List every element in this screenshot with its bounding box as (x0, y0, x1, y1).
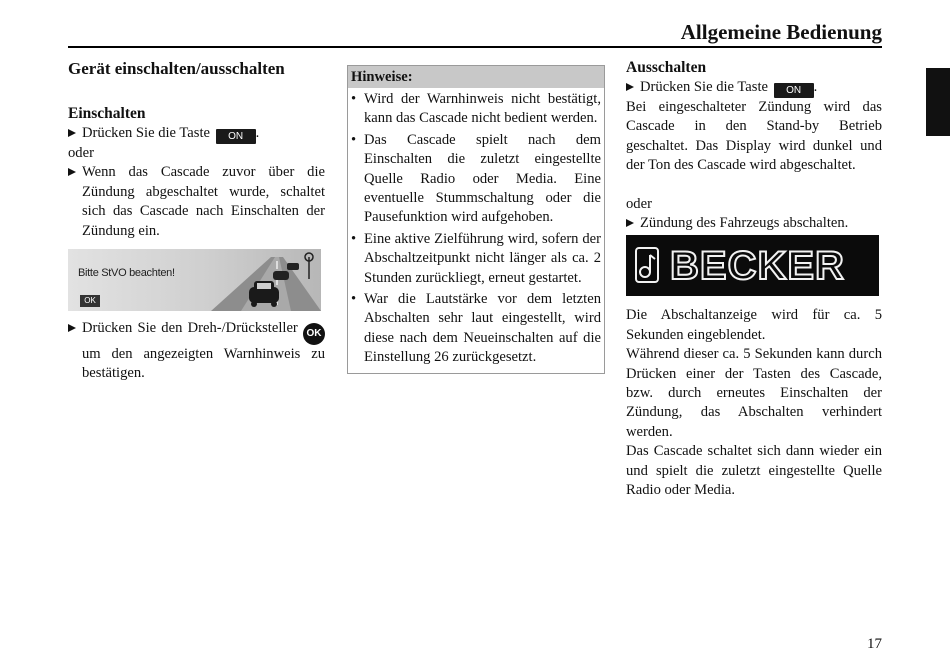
step-text: Zündung des Fahrzeugs abschalten. (640, 215, 849, 232)
subheading-switch-off: Ausschalten (626, 59, 707, 76)
hint-text: Eine aktive Zielführung wird, sofern der Abschaltzeitpunkt nicht länger als ca. 2 Stunden zurückliegt, erneut gestartet. (364, 230, 601, 286)
warning-message: Bitte StVO beachten! (78, 267, 175, 280)
hints-list (348, 88, 604, 373)
page-header (68, 18, 882, 48)
step-text: Wenn das Cascade zuvor über die Zündung abgeschaltet wurde, schaltet sich das Cascade nach Einschalten der Zündung ein. (82, 164, 325, 239)
bullet-icon: • (351, 131, 357, 148)
bullet-icon: • (351, 230, 357, 247)
hint-text: War die Lautstärke vor dem letzten Abschalten sehr laut eingestellt, wird diese nach dem Neueinschalten auf die Einstellung 26 zurückgesetzt. (364, 291, 601, 366)
cancel-shutdown-paragraph: Während dieser ca. 5 Sekunden kann durch Drücken einer der Tasten des Cascade, bzw. durch erneutes Einschalten der Zündung, das Abschalten verhindert werden. (626, 346, 882, 440)
step-text: Drücken Sie den Dreh-/Drücksteller (82, 320, 298, 337)
column-hints (347, 65, 605, 374)
hint-item (351, 131, 601, 228)
subheading-switch-on: Einschalten (68, 105, 146, 122)
step-press-on (68, 124, 325, 144)
hints-title: Hinweise: (348, 66, 604, 88)
bullet-icon: • (351, 91, 357, 107)
step-period: . (813, 79, 818, 95)
standby-paragraph: Bei eingeschalteter Zündung wird das Cascade in den Stand-by Betrieb geschaltet. Das Display wird dunkel und der Ton des Cascade wird abgeschaltet. (626, 99, 882, 174)
shutdown-display-paragraph: Die Abschaltanzeige wird für ca. 5 Sekunden eingeblendet. (626, 307, 882, 343)
step-ignition (68, 163, 325, 241)
column-switch-off (626, 58, 882, 501)
chapter-tab-marker (926, 68, 950, 136)
page-number: 17 (867, 636, 882, 652)
step-press-on-off (626, 78, 882, 98)
step-confirm-warning (68, 319, 325, 384)
on-key-icon: ON (216, 129, 256, 144)
becker-logo-text: BECKER (670, 244, 845, 289)
becker-logo-screen (626, 235, 879, 296)
or-label: oder (68, 145, 94, 161)
step-text: Drücken Sie die Taste (82, 125, 210, 141)
triangle-bullet-icon (626, 219, 634, 227)
step-ignition-off (626, 214, 882, 233)
hint-text: Wird der Warnhinweis nicht bestätigt, kann das Cascade nicht bedient werden. (364, 91, 601, 127)
warning-screen-image (68, 249, 321, 311)
ok-knob-icon: OK (303, 323, 325, 345)
music-note-icon (626, 235, 666, 296)
step-text: um den angezeigten Warnhinweis zu bestätigen. (82, 346, 325, 382)
hints-box (347, 65, 605, 374)
restart-paragraph: Das Cascade schaltet sich dann wieder ein und spielt die zuletzt eingestellte Quelle Radio oder Media. (626, 443, 882, 499)
triangle-bullet-icon (68, 168, 76, 176)
hint-item (351, 290, 601, 368)
on-key-icon: ON (774, 83, 814, 98)
page-title: Allgemeine Bedienung (680, 20, 882, 44)
hint-text: Das Cascade spielt nach dem Einschalten die zuletzt eingestellte Quelle Radio oder Media. Eine eventuelle Stummschaltung oder die Pausefunktion wird aufgehoben. (364, 131, 601, 226)
hint-item (351, 90, 601, 129)
triangle-bullet-icon (68, 129, 76, 137)
or-label: oder (626, 195, 652, 212)
bullet-icon: • (351, 291, 357, 308)
hint-item (351, 230, 601, 288)
screen-ok-label: OK (80, 295, 100, 307)
step-period: . (255, 125, 260, 141)
step-text: Drücken Sie die Taste (640, 79, 768, 95)
column-switch-on (68, 58, 325, 384)
section-heading: Gerät einschalten/ausschalten (68, 59, 285, 78)
triangle-bullet-icon (68, 324, 76, 332)
road-cars-icon (201, 249, 321, 311)
triangle-bullet-icon (626, 83, 634, 91)
